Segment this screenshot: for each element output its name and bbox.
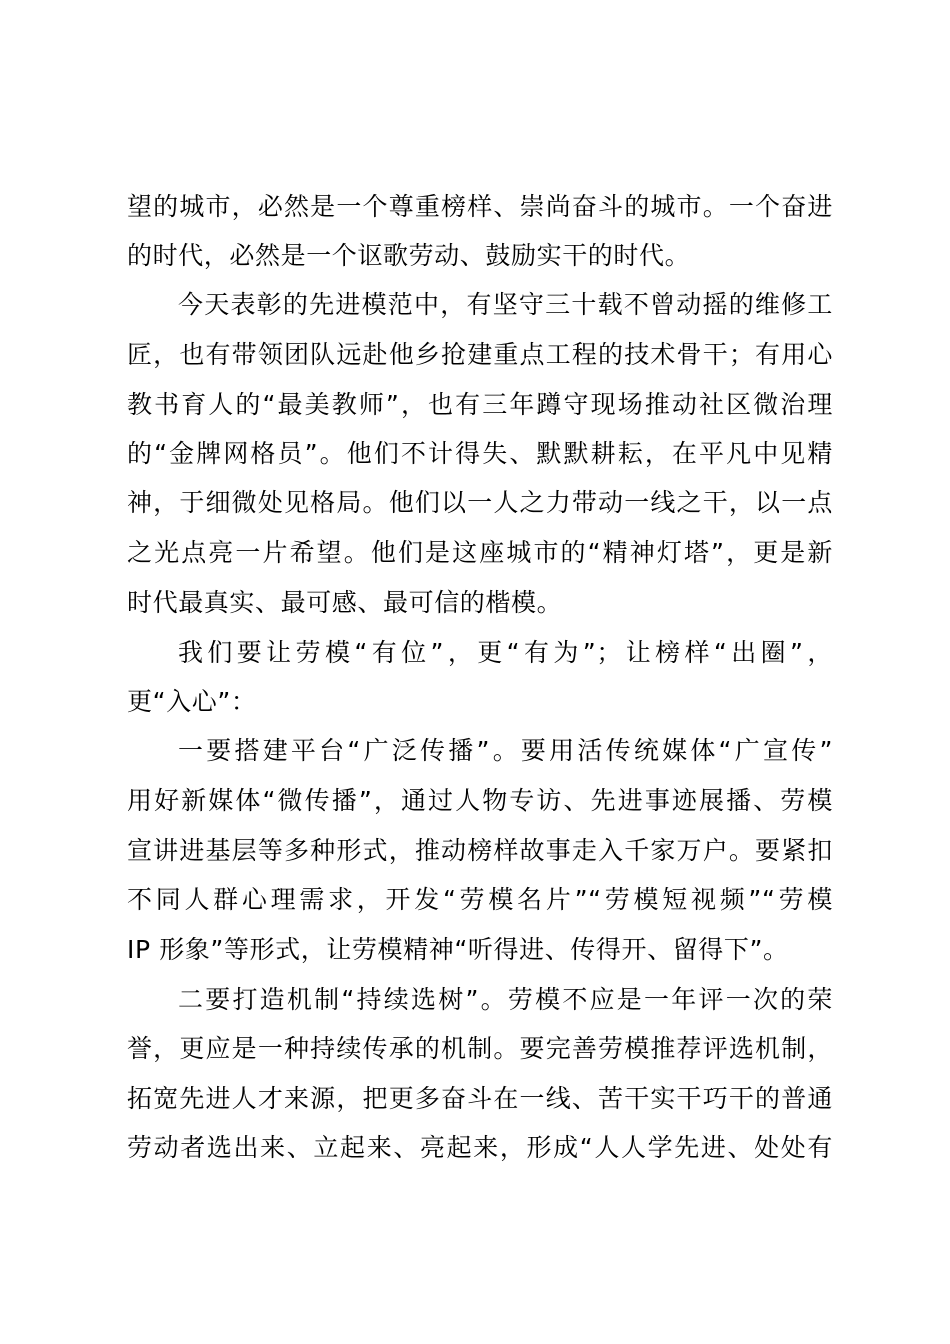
paragraph-line: 的时代，必然是一个讴歌劳动、鼓励实干的时代。: [127, 241, 691, 270]
paragraph-line: 拓宽先进人才来源，把更多奋斗在一线、苦干实干巧干的普通: [127, 1084, 833, 1113]
paragraph-line: 神，于细微处见格局。他们以一人之力带动一线之干，以一点: [127, 488, 833, 517]
paragraph-line: 劳动者选出来、立起来、亮起来，形成“人人学先进、处处有: [127, 1133, 833, 1162]
paragraph-line: 我们要让劳模“有位”，更“有为”；让榜样“出圈”，: [178, 638, 833, 667]
paragraph-line: 更“入心”：: [127, 687, 257, 716]
paragraph-line: 二要打造机制“持续选树”。劳模不应是一年评一次的荣: [178, 985, 833, 1014]
paragraph-line: IP 形象”等形式，让劳模精神“听得进、传得开、留得下”。: [127, 935, 789, 964]
paragraph-line: 时代最真实、最可感、最可信的楷模。: [127, 588, 563, 617]
paragraph-line: 宣讲进基层等多种形式，推动榜样故事走入千家万户。要紧扣: [127, 836, 833, 865]
paragraph-line: 的“金牌网格员”。他们不计得失、默默耕耘，在平凡中见精: [127, 439, 833, 468]
paragraph-line: 不同人群心理需求，开发“劳模名片”“劳模短视频”“劳模: [127, 885, 833, 914]
paragraph-line: 今天表彰的先进模范中，有坚守三十载不曾动摇的维修工: [178, 290, 833, 319]
paragraph-line: 用好新媒体“微传播”，通过人物专访、先进事迹展播、劳模: [127, 786, 833, 815]
paragraph-line: 之光点亮一片希望。他们是这座城市的“精神灯塔”，更是新: [127, 538, 833, 567]
paragraph-line: 誉，更应是一种持续传承的机制。要完善劳模推荐评选机制，: [127, 1034, 833, 1063]
paragraph-line: 教书育人的“最美教师”，也有三年蹲守现场推动社区微治理: [127, 390, 833, 419]
paragraph-line: 匠，也有带领团队远赴他乡抢建重点工程的技术骨干；有用心: [127, 340, 833, 369]
paragraph-line: 一要搭建平台“广泛传播”。要用活传统媒体“广宣传”: [178, 736, 833, 765]
paragraph-line: 望的城市，必然是一个尊重榜样、崇尚奋斗的城市。一个奋进: [127, 192, 833, 221]
